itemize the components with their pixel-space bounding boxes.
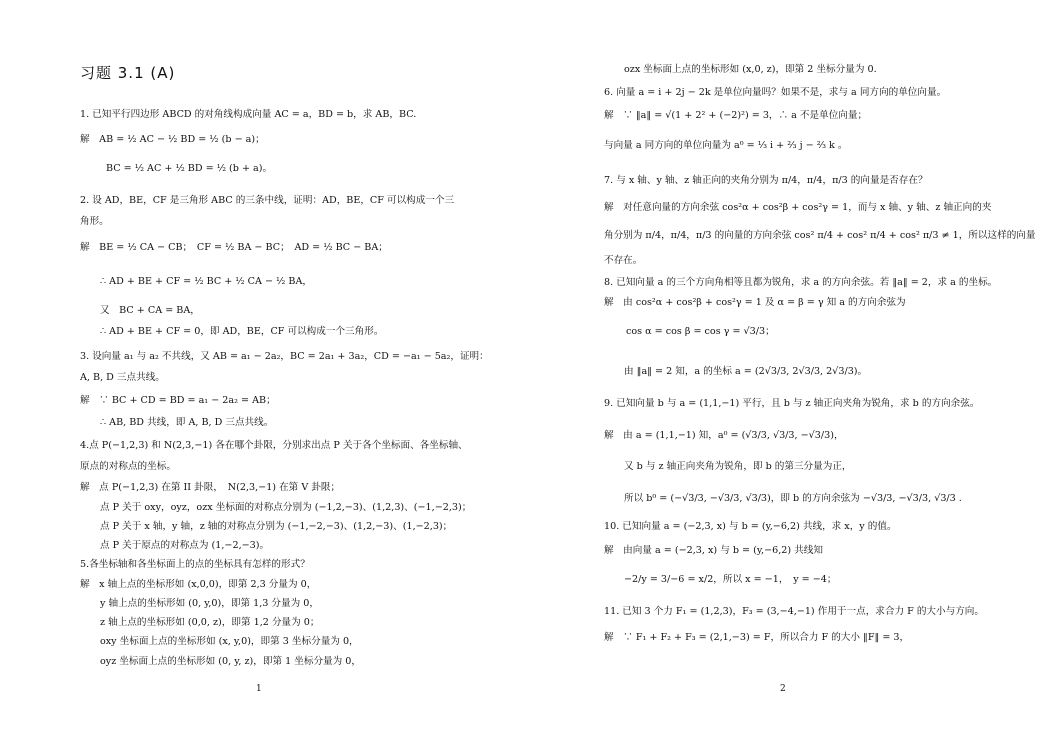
problem-5-text: 5.各坐标轴和各坐标面上的点的坐标具有怎样的形式？ <box>80 559 310 570</box>
problem-3-text-cont: A, B, D 三点共线。 <box>80 372 165 383</box>
solution-9-line-2: 又 b 与 z 轴正向夹角为锐角，即 b 的第三分量为正， <box>624 461 852 472</box>
solution-5-line-6: ozx 坐标面上点的坐标形如 (x,0, z)，即第 2 坐标分量为 0. <box>624 64 877 75</box>
solution-9-line-1: 解 由 a = (1,1,−1) 知，a⁰ = (√3/3, √3/3, −√3/3)， <box>604 430 844 441</box>
solution-3-line-2: ∴ AB, BD 共线，即 A, B, D 三点共线。 <box>100 417 274 428</box>
solution-4-line-3: 点 P 关于 x 轴，y 轴，z 轴的对称点分别为 (−1,−2,−3)、(1,2,−3)、(1,−2,3)； <box>100 521 453 532</box>
solution-4-line-1: 解 点 P(−1,2,3) 在第 II 卦限， N(2,3,−1) 在第 V 卦限； <box>80 482 341 493</box>
solution-2-line-4: ∴ AD + BE + CF = 0，即 AD，BE，CF 可以构成一个三角形。 <box>100 326 384 337</box>
solution-11-line-1: 解 ∵ F₁ + F₂ + F₃ = (2,1,−3) = F，所以合力 F 的大小 ‖F‖ = 3， <box>604 632 910 643</box>
page-left <box>0 0 523 740</box>
solution-5-line-4: oxy 坐标面上点的坐标形如 (x, y,0)，即第 3 坐标分量为 0， <box>100 636 359 647</box>
solution-8-line-2: cos α = cos β = cos γ = √3/3； <box>626 326 775 337</box>
page-number: 2 <box>780 684 786 694</box>
solution-1-line-1: 解 AB = ½ AC − ½ BD = ½ (b − a)； <box>80 134 265 145</box>
problem-1-text: 1. 已知平行四边形 ABCD 的对角线构成向量 AC = a，BD = b，求 AB，BC. <box>80 109 417 120</box>
solution-5-line-5: oyz 坐标面上点的坐标形如 (0, y, z)，即第 1 坐标分量为 0， <box>100 656 361 667</box>
problem-11-text: 11. 已知 3 个力 F₁ = (1,2,3)，F₃ = (3,−4,−1) 作用于一点，求合力 F 的大小与方向。 <box>604 606 984 617</box>
solution-10-line-1: 解 由向量 a = (−2,3, x) 与 b = (y,−6,2) 共线知 <box>604 545 823 556</box>
problem-3-text: 3. 设向量 a₁ 与 a₂ 不共线，又 AB = a₁ − 2a₂，BC = 2a₁ + 3a₂，CD = −a₁ − 5a₂，证明： <box>80 351 489 362</box>
solution-10-line-2: −2/y = 3/−6 = x/2，所以 x = −1， y = −4； <box>624 574 837 585</box>
problem-7-text: 7. 与 x 轴、y 轴、z 轴正向的夹角分别为 π/4，π/4，π/3 的向量是否存在？ <box>604 175 928 186</box>
solution-7-line-3: 不存在。 <box>604 255 643 266</box>
problem-2-text-cont: 角形。 <box>80 216 109 227</box>
solution-2-line-3: 又 BC + CA = BA， <box>100 305 200 316</box>
problem-10-text: 10. 已知向量 a = (−2,3, x) 与 b = (y,−6,2) 共线，求 x，y 的值。 <box>604 521 897 532</box>
solution-8-line-1: 解 由 cos²α + cos²β + cos²γ = 1 及 α = β = γ 知 a 的方向余弦为 <box>604 297 906 308</box>
solution-6-line-1: 解 ∵ ‖a‖ = √(1 + 2² + (−2)²) = 3，∴ a 不是单位向量； <box>604 110 868 121</box>
solution-4-line-2: 点 P 关于 oxy，oyz，ozx 坐标面的对称点分别为 (−1,2,−3)、(1,2,3)、(−1,−2,3)； <box>100 502 472 513</box>
solution-5-line-3: z 轴上点的坐标形如 (0,0, z)，即第 1,2 分量为 0； <box>100 617 320 628</box>
solution-8-line-3: 由 ‖a‖ = 2 知，a 的坐标 a = (2√3/3, 2√3/3, 2√3/3)。 <box>624 366 868 377</box>
solution-7-line-2: 角分别为 π/4，π/4，π/3 的向量的方向余弦 cos² π/4 + cos² π/4 + cos² π/3 ≠ 1，所以这样的向量 <box>604 230 1036 241</box>
page-number: 1 <box>256 684 262 694</box>
solution-2-line-2: ∴ AD + BE + CF = ½ BC + ½ CA − ½ BA， <box>100 276 312 287</box>
solution-9-line-3: 所以 b⁰ = (−√3/3, −√3/3, √3/3)，即 b 的方向余弦为 −√3/3, −√3/3, √3/3 . <box>624 493 962 504</box>
solution-2-line-1: 解 BE = ½ CA − CB； CF = ½ BA − BC； AD = ½ BC − BA； <box>80 242 388 253</box>
page-right <box>524 0 1047 740</box>
problem-4-text-cont: 原点的对称点的坐标。 <box>80 461 176 472</box>
problem-4-text: 4.点 P(−1,2,3) 和 N(2,3,−1) 各在哪个卦限，分别求出点 P 关于各个坐标面、各坐标轴、 <box>80 440 468 451</box>
solution-5-line-2: y 轴上点的坐标形如 (0, y,0)，即第 1,3 分量为 0， <box>100 598 319 609</box>
solution-7-line-1: 解 对任意向量的方向余弦 cos²α + cos²β + cos²γ = 1，而与 x 轴、y 轴、z 轴正向的夹 <box>604 202 992 213</box>
solution-6-line-2: 与向量 a 同方向的单位向量为 a⁰ = ⅓ i + ⅔ j − ⅔ k 。 <box>604 140 848 151</box>
solution-4-line-4: 点 P 关于原点的对称点为 (1,−2,−3)。 <box>100 540 270 551</box>
problem-6-text: 6. 向量 a = i + 2j − 2k 是单位向量吗？如果不是，求与 a 同方向的单位向量。 <box>604 87 947 98</box>
problem-8-text: 8. 已知向量 a 的三个方向角相等且都为锐角，求 a 的方向余弦。若 ‖a‖ = 2，求 a 的坐标。 <box>604 277 998 288</box>
solution-5-line-1: 解 x 轴上点的坐标形如 (x,0,0)，即第 2,3 分量为 0， <box>80 579 317 590</box>
solution-3-line-1: 解 ∵ BC + CD = BD = a₁ − 2a₂ = AB； <box>80 395 276 406</box>
solution-1-line-2: BC = ½ AC + ½ BD = ½ (b + a)。 <box>106 163 273 174</box>
problem-2-text: 2. 设 AD，BE，CF 是三角形 ABC 的三条中线，证明：AD，BE，CF 可以构成一个三 <box>80 195 455 206</box>
section-title: 习题 3.1 (A) <box>80 64 176 82</box>
problem-9-text: 9. 已知向量 b 与 a = (1,1,−1) 平行，且 b 与 z 轴正向夹角为锐角，求 b 的方向余弦。 <box>604 398 980 409</box>
